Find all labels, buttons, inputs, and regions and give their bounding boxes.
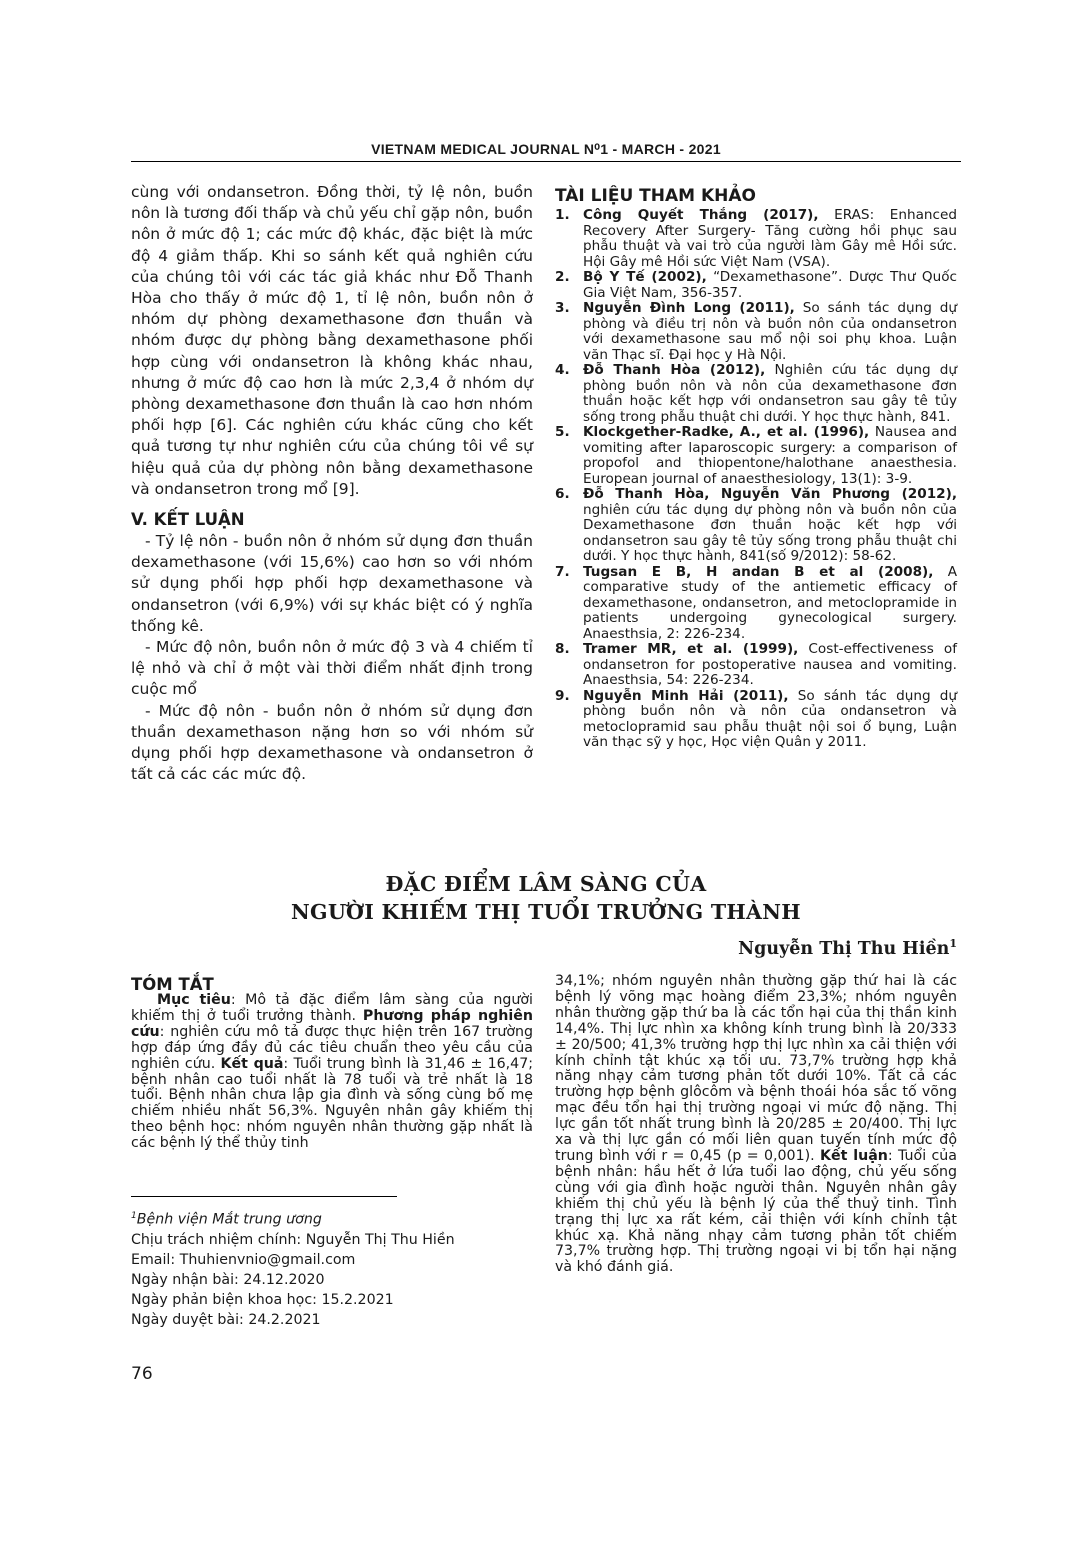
reference-item: 3. Nguyễn Đình Long (2011), So sánh tác dụng dự phòng và điều trị nôn và buồn nôn của ondansetron với dexamethasone sau mổ nội soi phụ khoa. Luận văn Thạc sĩ. Đại học y Hà Nội. xyxy=(555,300,958,363)
reference-item: 2. Bộ Y Tế (2002), “Dexamethasone”. Dược Thư Quốc Gia Việt Nam, 356-357. xyxy=(555,269,957,301)
footnote-received: Ngày nhận bài: 24.12.2020 xyxy=(131,1271,325,1288)
abstract-left: Mục tiêu: Mô tả đặc điểm lâm sàng của người khiếm thị ở tuổi trưởng thành. Phương pháp nghiên cứu: nghiên cứu mô tả được thực hiện trên 167 trường hợp đáp ứng đầy đủ các tiêu chuẩn theo yêu cầu của nghiên cứu. Kết quả: Tuổi trung bình là 31,46 ± 16,47; bệnh nhân cao tuổi nhất là 78 tuổi và trẻ nhất là 18 tuổi. Bệnh nhân chưa lập gia đình và sống cùng bố mẹ chiếm nhiều nhất 56,3%. Nguyên nhân gây khiếm thị theo bệnh học: nhóm nguyên nhân thường gặp nhất là các bệnh lý thể thủy tinh xyxy=(131,992,534,1152)
reference-item: 1. Công Quyết Thắng (2017), ERAS: Enhanced Recovery After Surgery- Tăng cường hồi phục sau phẫu thuật và vai trò của người làm Gây mê Hồi sức. Hội Gây mê Hồi sức Việt Nam (VSA). xyxy=(555,207,957,270)
references-section xyxy=(555,186,957,751)
reference-item: 8. Tramer MR, et al. (1999), Cost-effectiveness of ondansetron for postoperative nausea and vomiting. Anaesthsia, 54: 226-234. xyxy=(555,641,957,688)
abstract-heading: TÓM TẮT xyxy=(131,975,214,994)
footnote-affiliation: $^1$Bệnh viện Mắt trung ương xyxy=(131,1211,322,1228)
discussion-paragraph: cùng với ondansetron. Đồng thời, tỷ lệ nôn, buồn nôn là tương đối thấp và chủ yếu chỉ gặp nôn, buồn nôn ở mức độ 1; các mức độ khác, đặc biệt là mức độ 4 giảm thấp. Khi so sánh kết quả nghiên cứu của chúng tôi với các tác giả khác như Đỗ Thanh Hòa cho thấy ở mức độ 1, tỉ lệ nôn, buồn nôn ở nhóm dự phòng dexamethasone đơn thuần và nhóm được dự phòng bằng dexamethasone phối hợp cùng với ondansetron là không khác nhau, nhưng ở mức độ cao hơn là mức 2,3,4 ở nhóm dự phòng dexamethasone đơn thuần là cao hơn nhóm phối hợp [6]. Các nghiên cứu khác cũng cho kết quả tương tự như nghiên cứu của chúng tôi về sự hiệu quả của dự phòng nôn bằng dexamethasone và ondansetron trong mổ [9]. xyxy=(131,183,533,498)
reference-item: 7. Tugsan E B, H andan B et al (2008), A comparative study of the antiemetic efficacy of dexamethasone, ondansetron, and metoclopramide in patients undergoing gynecological surgery. Anaesthsia, 2: 226-234. xyxy=(555,563,957,642)
reference-item: 5. Klockgether-Radke, A., et al. (1996), Nausea and vomiting after laparoscopic surgery: a comparison of propofol and thiopentone/halothane anaesthesia. European journal of anaesthesiology, 13(1): 3-9. xyxy=(555,424,957,487)
article-author: Nguyễn Thị Thu Hiền$^1$ xyxy=(738,937,957,959)
left-column xyxy=(131,182,533,785)
references-heading: TÀI LIỆU THAM KHẢO xyxy=(555,186,756,206)
header-rule xyxy=(131,161,961,162)
reference-item: 6. Đỗ Thanh Hòa, Nguyễn Văn Phương (2012), nghiên cứu tác dụng dự phòng nôn và buồn nôn của Dexamethasone đơn thuần hoặc kết hợp với ondansetron sau gây tê tủy sống trong phẫu thuật chi dưới. Y học thực hành, 841(số 9/2012): 58-62. xyxy=(555,486,957,564)
footnote-rule xyxy=(131,1196,397,1197)
footnote-responsible: Chịu trách nhiệm chính: Nguyễn Thị Thu Hiền xyxy=(131,1231,455,1248)
reference-item: 4. Đỗ Thanh Hòa (2012), Nghiên cứu tác dụng dự phòng buồn nôn và nôn của dexamethasone đơn thuần hoặc kết hợp với ondansetron sau gây tê tủy sống trong phẫu thuật chi dưới. Y học thực hành, 841. xyxy=(555,362,958,425)
abstract-right: 34,1%; nhóm nguyên nhân thường gặp thứ hai là các bệnh lý võng mạc hoàng điểm 23,3%; nhóm nguyên nhân thường gặp thứ ba là các tổn hại của thị thần kinh 14,4%. Thị lực nhìn xa không kính trung bình là 20/333 ± 20/500; 41,3% trường hợp thị lực nhìn xa cải thiện với kính chỉnh tật khúc xạ tối ưu. 73,7% trường hợp khả năng nhạy cảm tương phản tốt dưới 10%. Tất cả các trường hợp bệnh glôcôm và bệnh thoái hóa sắc tố võng mạc đều tổn hại thị trường ngoại vi mức độ nặng. Thị lực gần tốt nhất trung bình là 20/285 ± 20/400. Thị lực xa và thị lực gần có mối liên quan tuyến tính mức độ trung bình với r = 0,45 (p = 0,001). Kết luận: Tuổi của bệnh nhân: hầu hết ở lứa tuổi lao động, chủ yếu sống cùng với gia đình hoặc người thân. Nguyên nhân gây khiếm thị chủ yếu là bệnh lý của thể thuỷ tinh. Tình trạng thị lực xa rất kém, cải thiện với kính chỉnh tật khúc xạ. Khả năng nhạy cảm tương phản tốt chiếm 73,7% trường hợp. Thị trường ngoại vi bị tổn hại nặng và khó đánh giá. xyxy=(555,973,957,1276)
conclusion-item: - Mức độ nôn, buồn nôn ở mức độ 3 và 4 chiếm tỉ lệ nhỏ và chỉ ở một vài thời điểm nhất định trong cuộc mổ xyxy=(131,638,533,699)
footnote-reviewed: Ngày phản biện khoa học: 15.2.2021 xyxy=(131,1291,394,1308)
article-title-line1: ĐẶC ĐIỂM LÂM SÀNG CỦA xyxy=(385,872,707,896)
conclusion-heading: V. KẾT LUẬN xyxy=(131,510,245,530)
article-title-line2: NGƯỜI KHIẾM THỊ TUỔI TRƯỞNG THÀNH xyxy=(291,900,801,924)
conclusion-item: - Mức độ nôn - buồn nôn ở nhóm sử dụng đơn thuần dexamethason nặng hơn so với nhóm sử dụng phối hợp dexamethasone và ondansetron ở tất cả các các mức độ. xyxy=(131,701,533,784)
page-number: 76 xyxy=(131,1364,153,1384)
conclusion-item: - Tỷ lệ nôn - buồn nôn ở nhóm sử dụng đơn thuần dexamethasone (với 15,6%) cao hơn so với nhóm sử dụng phối hợp phối hợp dexamethasone và ondansetron (với 6,9%) với sự khác biệt có ý nghĩa thống kê. xyxy=(131,532,533,635)
footnote-approved: Ngày duyệt bài: 24.2.2021 xyxy=(131,1311,321,1328)
reference-list xyxy=(555,208,957,751)
footnote xyxy=(131,1206,531,1330)
journal-header: VIETNAM MEDICAL JOURNAL N⁰1 - MARCH - 2021 xyxy=(371,141,721,157)
reference-item: 9. Nguyễn Minh Hải (2011), So sánh tác dụng dự phòng buồn nôn và nôn của ondansetron và metoclopramid sau phẫu thuật nội soi ổ bụng, Luận văn thạc sỹ y học, Học viện Quân y 2011. xyxy=(555,687,958,750)
footnote-email: Email: Thuhienvnio@gmail.com xyxy=(131,1251,356,1268)
